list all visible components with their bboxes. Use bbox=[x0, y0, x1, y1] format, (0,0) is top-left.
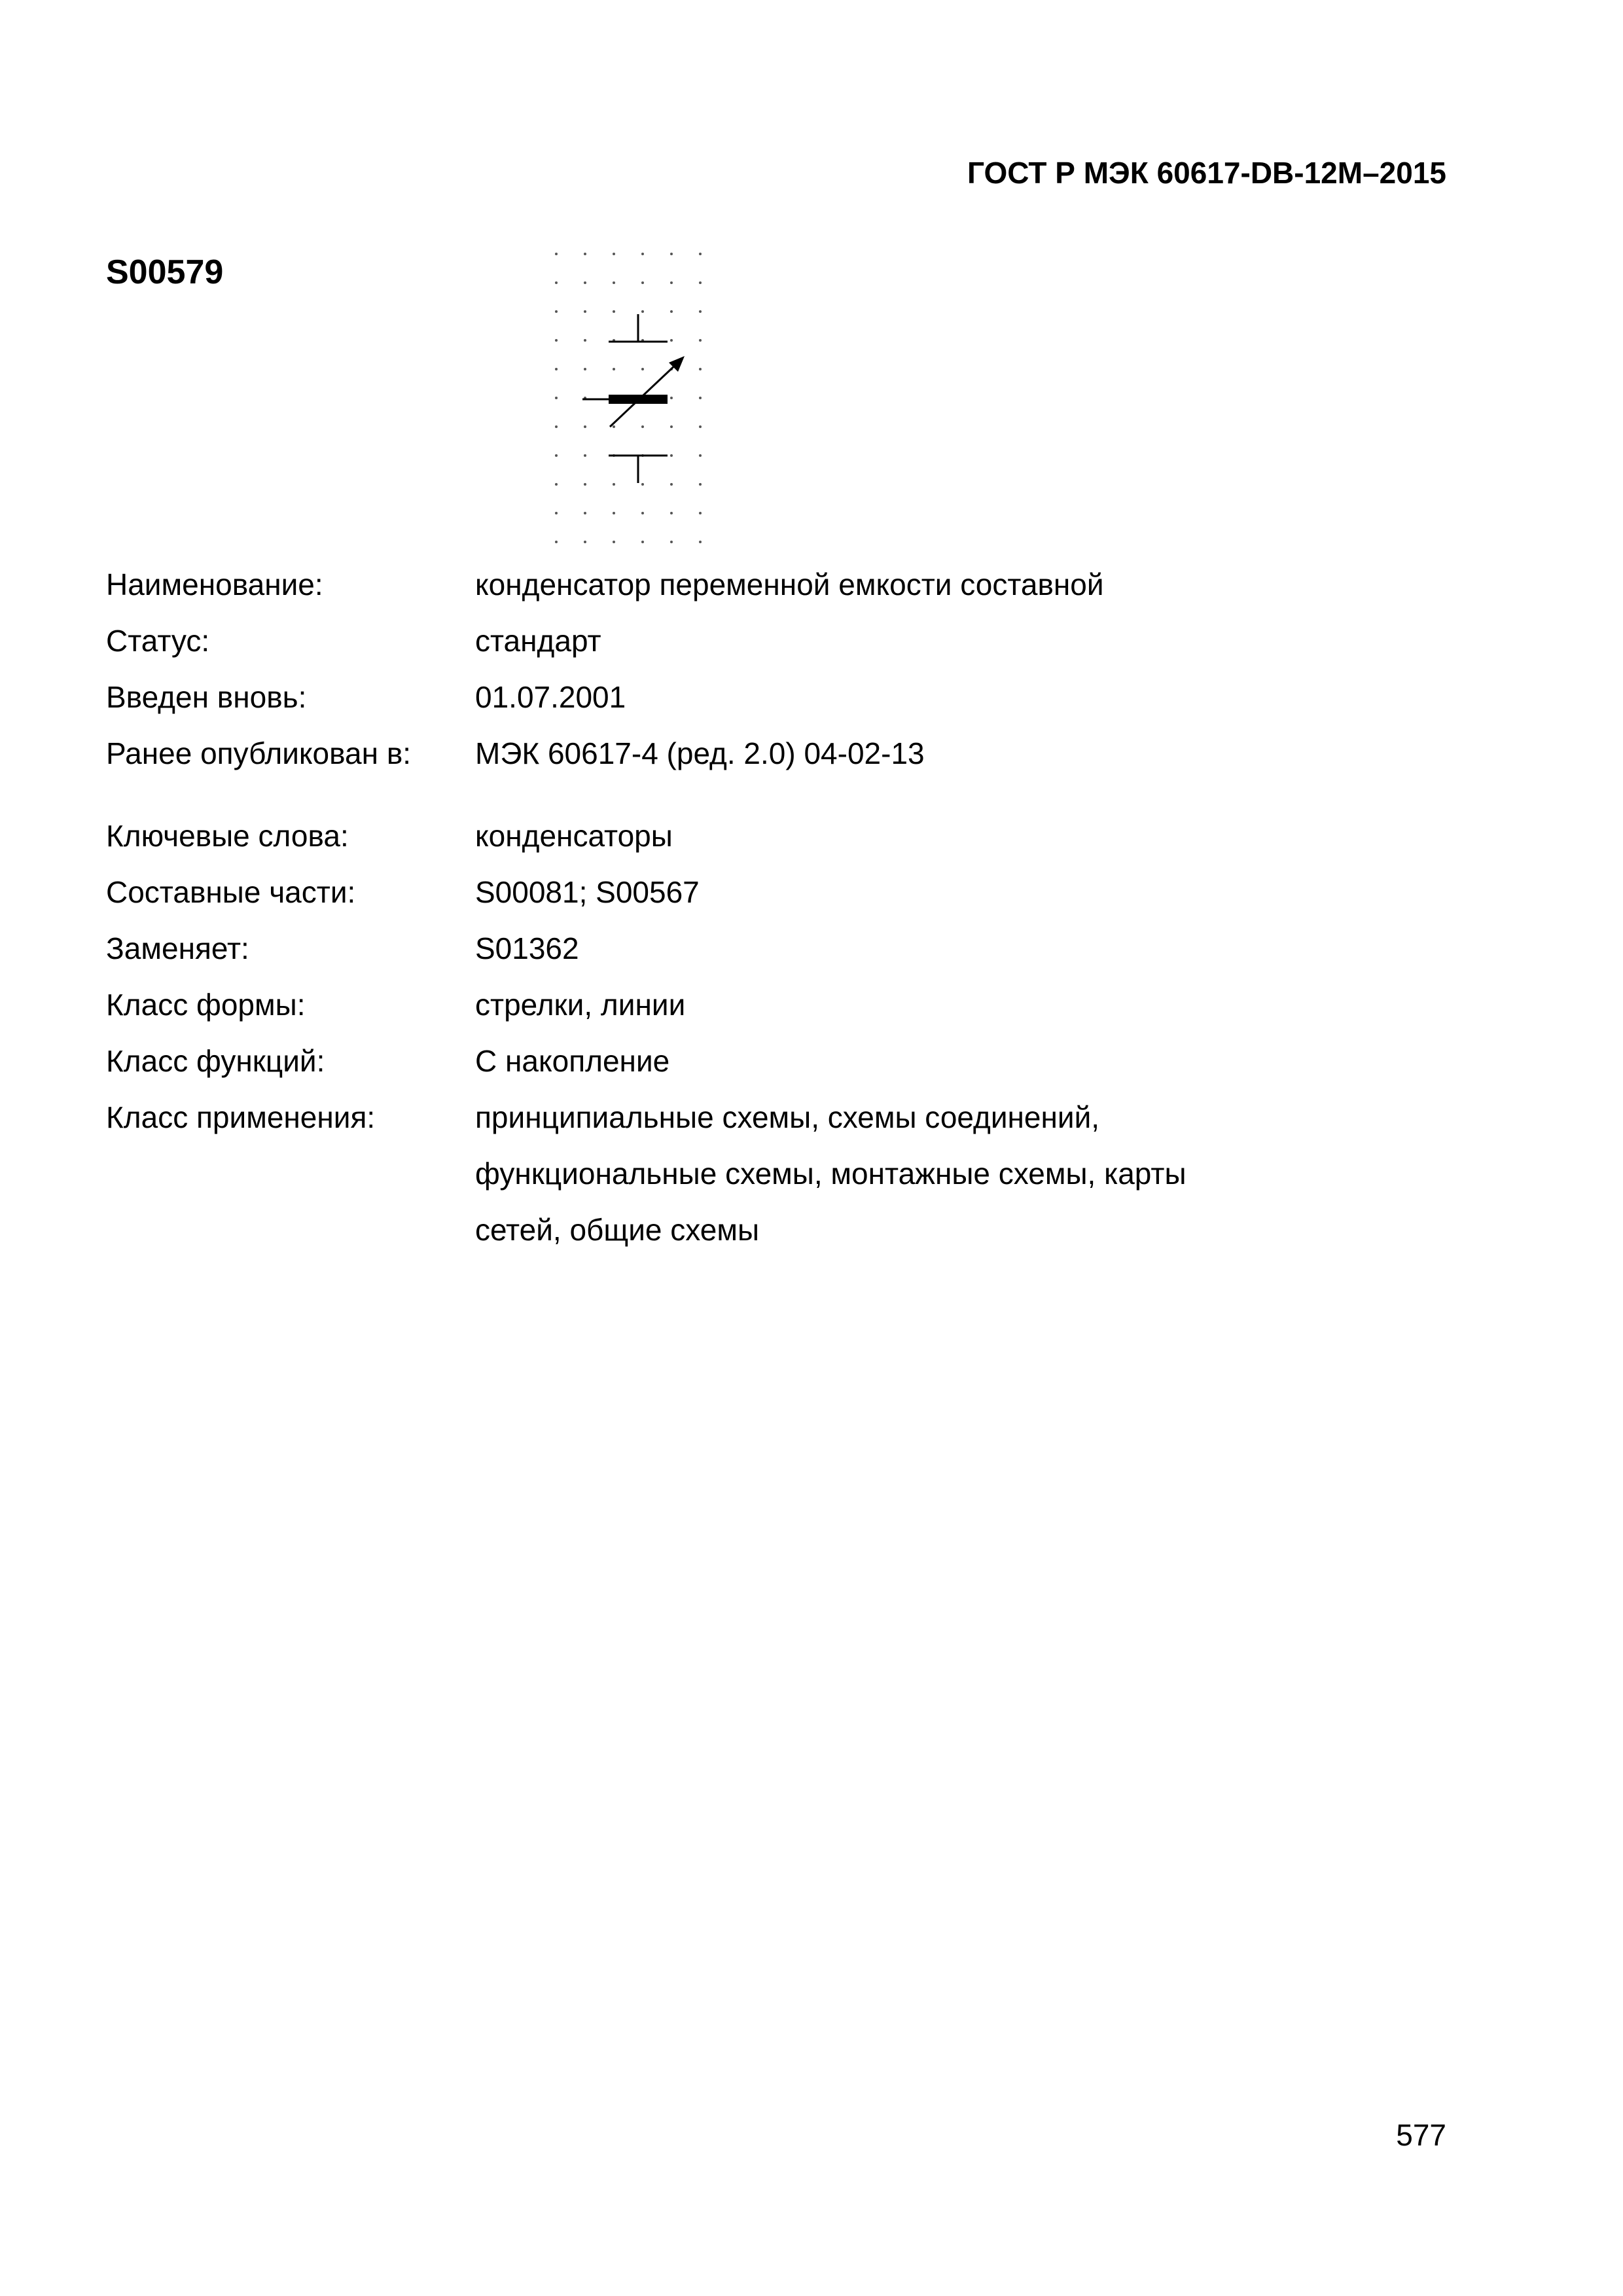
grid-dot bbox=[670, 339, 673, 342]
grid-dot bbox=[584, 512, 586, 514]
property-label: Введен вновь: bbox=[106, 680, 307, 714]
grid-dot bbox=[641, 310, 644, 313]
grid-dot bbox=[613, 425, 615, 428]
grid-dot bbox=[641, 281, 644, 284]
section-gap bbox=[106, 781, 1480, 808]
grid-dot bbox=[670, 281, 673, 284]
grid-dot bbox=[555, 541, 558, 543]
grid-dot bbox=[699, 512, 702, 514]
property-value-line: принципиальные схемы, схемы соединений, bbox=[475, 1100, 1100, 1134]
property-application-class bbox=[106, 1089, 1480, 1258]
symbol-code: S00579 bbox=[106, 253, 224, 291]
property-label: Класс функций: bbox=[106, 1044, 325, 1078]
grid-dot bbox=[555, 310, 558, 313]
property-value bbox=[475, 1089, 1326, 1258]
property-function-class bbox=[106, 1033, 1480, 1089]
grid-dot bbox=[613, 541, 615, 543]
grid-dot bbox=[699, 253, 702, 255]
grid-dot bbox=[613, 512, 615, 514]
grid-dot bbox=[584, 281, 586, 284]
grid-dot bbox=[584, 339, 586, 342]
property-label: Ранее опубликован в: bbox=[106, 736, 412, 770]
grid-dot bbox=[584, 310, 586, 313]
grid-dot bbox=[555, 368, 558, 370]
variable-capacitor-symbol-icon bbox=[537, 242, 720, 556]
grid-dots bbox=[555, 253, 702, 556]
property-shape-class bbox=[106, 977, 1480, 1033]
grid-dot bbox=[699, 397, 702, 399]
property-label: Составные части: bbox=[106, 875, 356, 909]
grid-dot bbox=[555, 281, 558, 284]
page-number: 577 bbox=[1396, 2118, 1446, 2152]
grid-dot bbox=[670, 483, 673, 486]
property-label: Статус: bbox=[106, 624, 210, 658]
grid-dot bbox=[699, 454, 702, 457]
grid-dot bbox=[584, 425, 586, 428]
property-value: S00081; S00567 bbox=[475, 875, 700, 909]
property-status bbox=[106, 613, 1480, 669]
property-introduced bbox=[106, 669, 1480, 725]
grid-dot bbox=[613, 483, 615, 486]
property-value: C накопление bbox=[475, 1044, 670, 1078]
grid-dot bbox=[584, 541, 586, 543]
grid-dot bbox=[555, 339, 558, 342]
property-value: стандарт bbox=[475, 624, 601, 658]
property-label: Наименование: bbox=[106, 567, 323, 601]
grid-dot bbox=[699, 541, 702, 543]
property-value: МЭК 60617-4 (ред. 2.0) 04-02-13 bbox=[475, 736, 925, 770]
symbol-properties bbox=[106, 556, 1480, 1258]
property-label: Класс формы: bbox=[106, 988, 306, 1022]
grid-dot bbox=[641, 541, 644, 543]
property-value: конденсаторы bbox=[475, 819, 673, 853]
grid-dot bbox=[584, 253, 586, 255]
property-published bbox=[106, 725, 1480, 781]
grid-dot bbox=[670, 425, 673, 428]
grid-dot bbox=[613, 310, 615, 313]
grid-dot bbox=[555, 512, 558, 514]
grid-dot bbox=[555, 397, 558, 399]
grid-dot bbox=[555, 483, 558, 486]
grid-dot bbox=[699, 281, 702, 284]
grid-dot bbox=[555, 454, 558, 457]
grid-dot bbox=[699, 368, 702, 370]
grid-dot bbox=[699, 339, 702, 342]
grid-dot bbox=[641, 253, 644, 255]
property-value: конденсатор переменной емкости составной bbox=[475, 567, 1104, 601]
grid-dot bbox=[641, 512, 644, 514]
grid-dot bbox=[555, 425, 558, 428]
grid-dot bbox=[613, 253, 615, 255]
property-replaces bbox=[106, 920, 1480, 977]
property-keywords bbox=[106, 808, 1480, 864]
property-parts bbox=[106, 864, 1480, 920]
property-label: Ключевые слова: bbox=[106, 819, 349, 853]
property-label: Заменяет: bbox=[106, 931, 249, 965]
grid-dot bbox=[670, 253, 673, 255]
standard-designation: ГОСТ Р МЭК 60617-DB-12M–2015 bbox=[967, 156, 1446, 190]
grid-dot bbox=[641, 483, 644, 486]
grid-dot bbox=[670, 310, 673, 313]
grid-dot bbox=[699, 483, 702, 486]
grid-dot bbox=[670, 397, 673, 399]
grid-dot bbox=[670, 541, 673, 543]
grid-dot bbox=[670, 512, 673, 514]
property-value-line: функциональные схемы, монтажные схемы, карты bbox=[475, 1157, 1186, 1191]
grid-dot bbox=[613, 368, 615, 370]
grid-dot bbox=[613, 281, 615, 284]
property-value-line: сетей, общие схемы bbox=[475, 1213, 760, 1247]
property-value: стрелки, линии bbox=[475, 988, 686, 1022]
property-label: Класс применения: bbox=[106, 1100, 376, 1134]
grid-dot bbox=[584, 454, 586, 457]
grid-dot bbox=[555, 253, 558, 255]
property-value: 01.07.2001 bbox=[475, 680, 626, 714]
property-name bbox=[106, 556, 1480, 613]
property-value: S01362 bbox=[475, 931, 579, 965]
grid-dot bbox=[670, 454, 673, 457]
grid-dot bbox=[699, 425, 702, 428]
grid-dot bbox=[641, 368, 644, 370]
grid-dot bbox=[584, 368, 586, 370]
grid-dot bbox=[699, 310, 702, 313]
grid-dot bbox=[641, 425, 644, 428]
grid-dot bbox=[584, 483, 586, 486]
